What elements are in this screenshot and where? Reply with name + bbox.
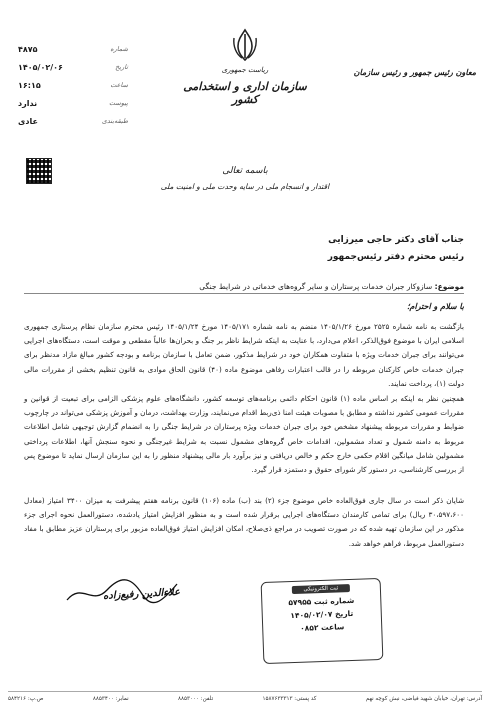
letter-number: ۴۸۷۵ [18,44,38,54]
stamp-head: ثبت الکترونیکی [292,584,350,594]
footer-postal-code: کد پستی: ۱۵۸۷۶۳۳۳۱۳ [262,696,317,702]
number-label: شماره [110,45,128,53]
footer [8,691,482,702]
body-paragraph: همچنین نظر به اینکه بر اساس ماده (۱) قانون احکام دائمی برنامه‌های توسعه کشور، دانشگاه‌های علوم پزشکی الزامی برای تبعیت از قوانین و مقررات عمومی کشور نداشته و مطابق با مصوبات هیئت امنا ذی‌ربط اقدام می‌نمایند، وزارت بهداشت، درمان و آموزش پزشکی می‌تواند در چارچوب ضوابط و مقررات مربوطه پیشنهاد مشخص خود برای جبران خدمات ویژه پرستاران در شرایط جنگی را به انضمام گزارش توجیهی شامل اطلاعات مربوط به دامنه شمول و تعداد مشمولین، اقدامات خاص گروه‌های مشمول نسبت به شرایط غیرجنگی و نحوه سنجش آنها، اطلاعات پرداختی مشمولین شامل میانگین اقلام حکمی خارج حکم و خالص دریافتی و نیز برآورد بار مالی پیشنهاد منظور را به این سازمان ارسال نماید تا موضوع پس از بررسی کارشناسی، در دستور کار شورای حقوق و دستمزد قرار گیرد. [24,394,464,475]
letter-metadata [18,40,128,130]
basmala: باسمه تعالی [222,166,268,176]
footer-fax: نمابر: ۸۸۵۳۴۰۰ [92,696,129,702]
motto: اقتدار و انسجام ملی در سایه وحدت ملی و امنیت ملی [160,182,330,191]
sender-title: معاون رئیس جمهور و رئیس سازمان [353,68,476,77]
subject-text: سازوکار جبران خدمات پرستاران و سایر گروه‌های خدماتی در شرایط جنگی [199,282,433,291]
salutation: با سلام و احترام؛ [406,302,464,311]
org-name: سازمان اداری و استخدامی کشور [183,80,307,106]
number-row [18,40,128,58]
footer-address: آدرس: تهران، خیابان شهید فیاضی، نبش کوچه نهم [365,696,482,702]
date-label: تاریخ [115,63,128,71]
classification-label: طبقه‌بندی [101,117,128,125]
body-paragraph: شایان ذکر است در سال جاری فوق‌العاده خاص موضوع جزء (۲) بند (ب) ماده (۱۰۶) قانون برنامه هفتم پیشرفت به میزان ۳۴۰۰ امتیاز (معادل ۳۰،۵۹۷،۶۰۰ ریال) برای تمامی کارمندان دستگاه‌های اجرایی برقرار شده است و به منظور افزایش امتیاز یادشده، دستورالعمل نحوه اجرای جزء مذکور در این سازمان تهیه شده که در صورت تصویب در مراجع ذی‌صلاح، امکان افزایش امتیاز فوق‌العاده مزبور برای پرستاران عزیز مطابق با مفاد دستورالعمل مربوط، فراهم خواهد شد. [24,496,464,548]
classification-value: عادی [18,116,38,126]
stamp-date: تاریخ ۱۴۰۵/۰۲/۰۷ [290,608,354,621]
footer-po-box: ص.پ: ۵۸۴۲۱۶ [8,696,44,702]
registration-stamp [261,578,384,664]
recipient-name: جناب آقای دکتر حاجی میرزایی [328,235,464,245]
recipient-block [164,232,464,266]
org-presidency: ریاست جمهوری [221,66,269,74]
attachment-value: ندارد [18,98,38,108]
letter-time: ۱۶:۱۵ [18,80,41,90]
attachment-row [18,94,128,112]
signature-name: علاءالدین رفیع‌زاده [102,586,181,602]
attachment-label: پیوست [109,99,128,107]
recipient-title: رئیس محترم دفتر رئیس‌جمهور [327,252,464,262]
date-row [18,58,128,76]
subject-line [24,282,464,291]
subject-label: موضوع: [434,282,464,291]
time-row [18,76,128,94]
time-label: ساعت [110,81,128,89]
divider [24,293,464,294]
iran-emblem-icon [230,28,260,62]
footer-phone: تلفن: ۸۸۵۳۰۰۰ [177,696,214,702]
stamp-number: شماره ثبت ۵۷۹۵۵ [288,595,355,608]
qr-code [26,158,52,184]
classification-row [18,112,128,130]
letter-date: ۱۴۰۵/۰۲/۰۶ [18,62,63,72]
stamp-time: ساعت ۰۸۵۲ [299,622,345,633]
body-paragraph: بازگشت به نامه شماره ۲۵۲۵ مورخ ۱۴۰۵/۱/۲۶ منضم به نامه شماره ۱۴۰۵/۱۷۱ مورخ ۱۴۰۵/۱/۲۴ رئیس محترم سازمان نظام پرستاری جمهوری اسلامی ایران با موضوع فوق‌الذکر، اعلام می‌دارد، با عنایت به اینکه شرایط ناظر بر جنگ و بحران‌ها عالباً مقطعی و موقت است، دستگاه‌های اجرایی می‌توانند برای جبران خدمات ویژه با متفاوت همکاران خود در شرایط مذکور، ضمن تعامل با سازمان برنامه و بودجه کشور مبالغ مازاد مدنظر برای جبران خدمات خاص کارکنان مربوطه را در قالب اعتبارات رفاهی موضوع ماده (۴۰) قانون الحاق موادی به قانون تنظیم بخشی از مقررات مالی دولت (۱)، پرداخت نمایند. [24,322,464,388]
